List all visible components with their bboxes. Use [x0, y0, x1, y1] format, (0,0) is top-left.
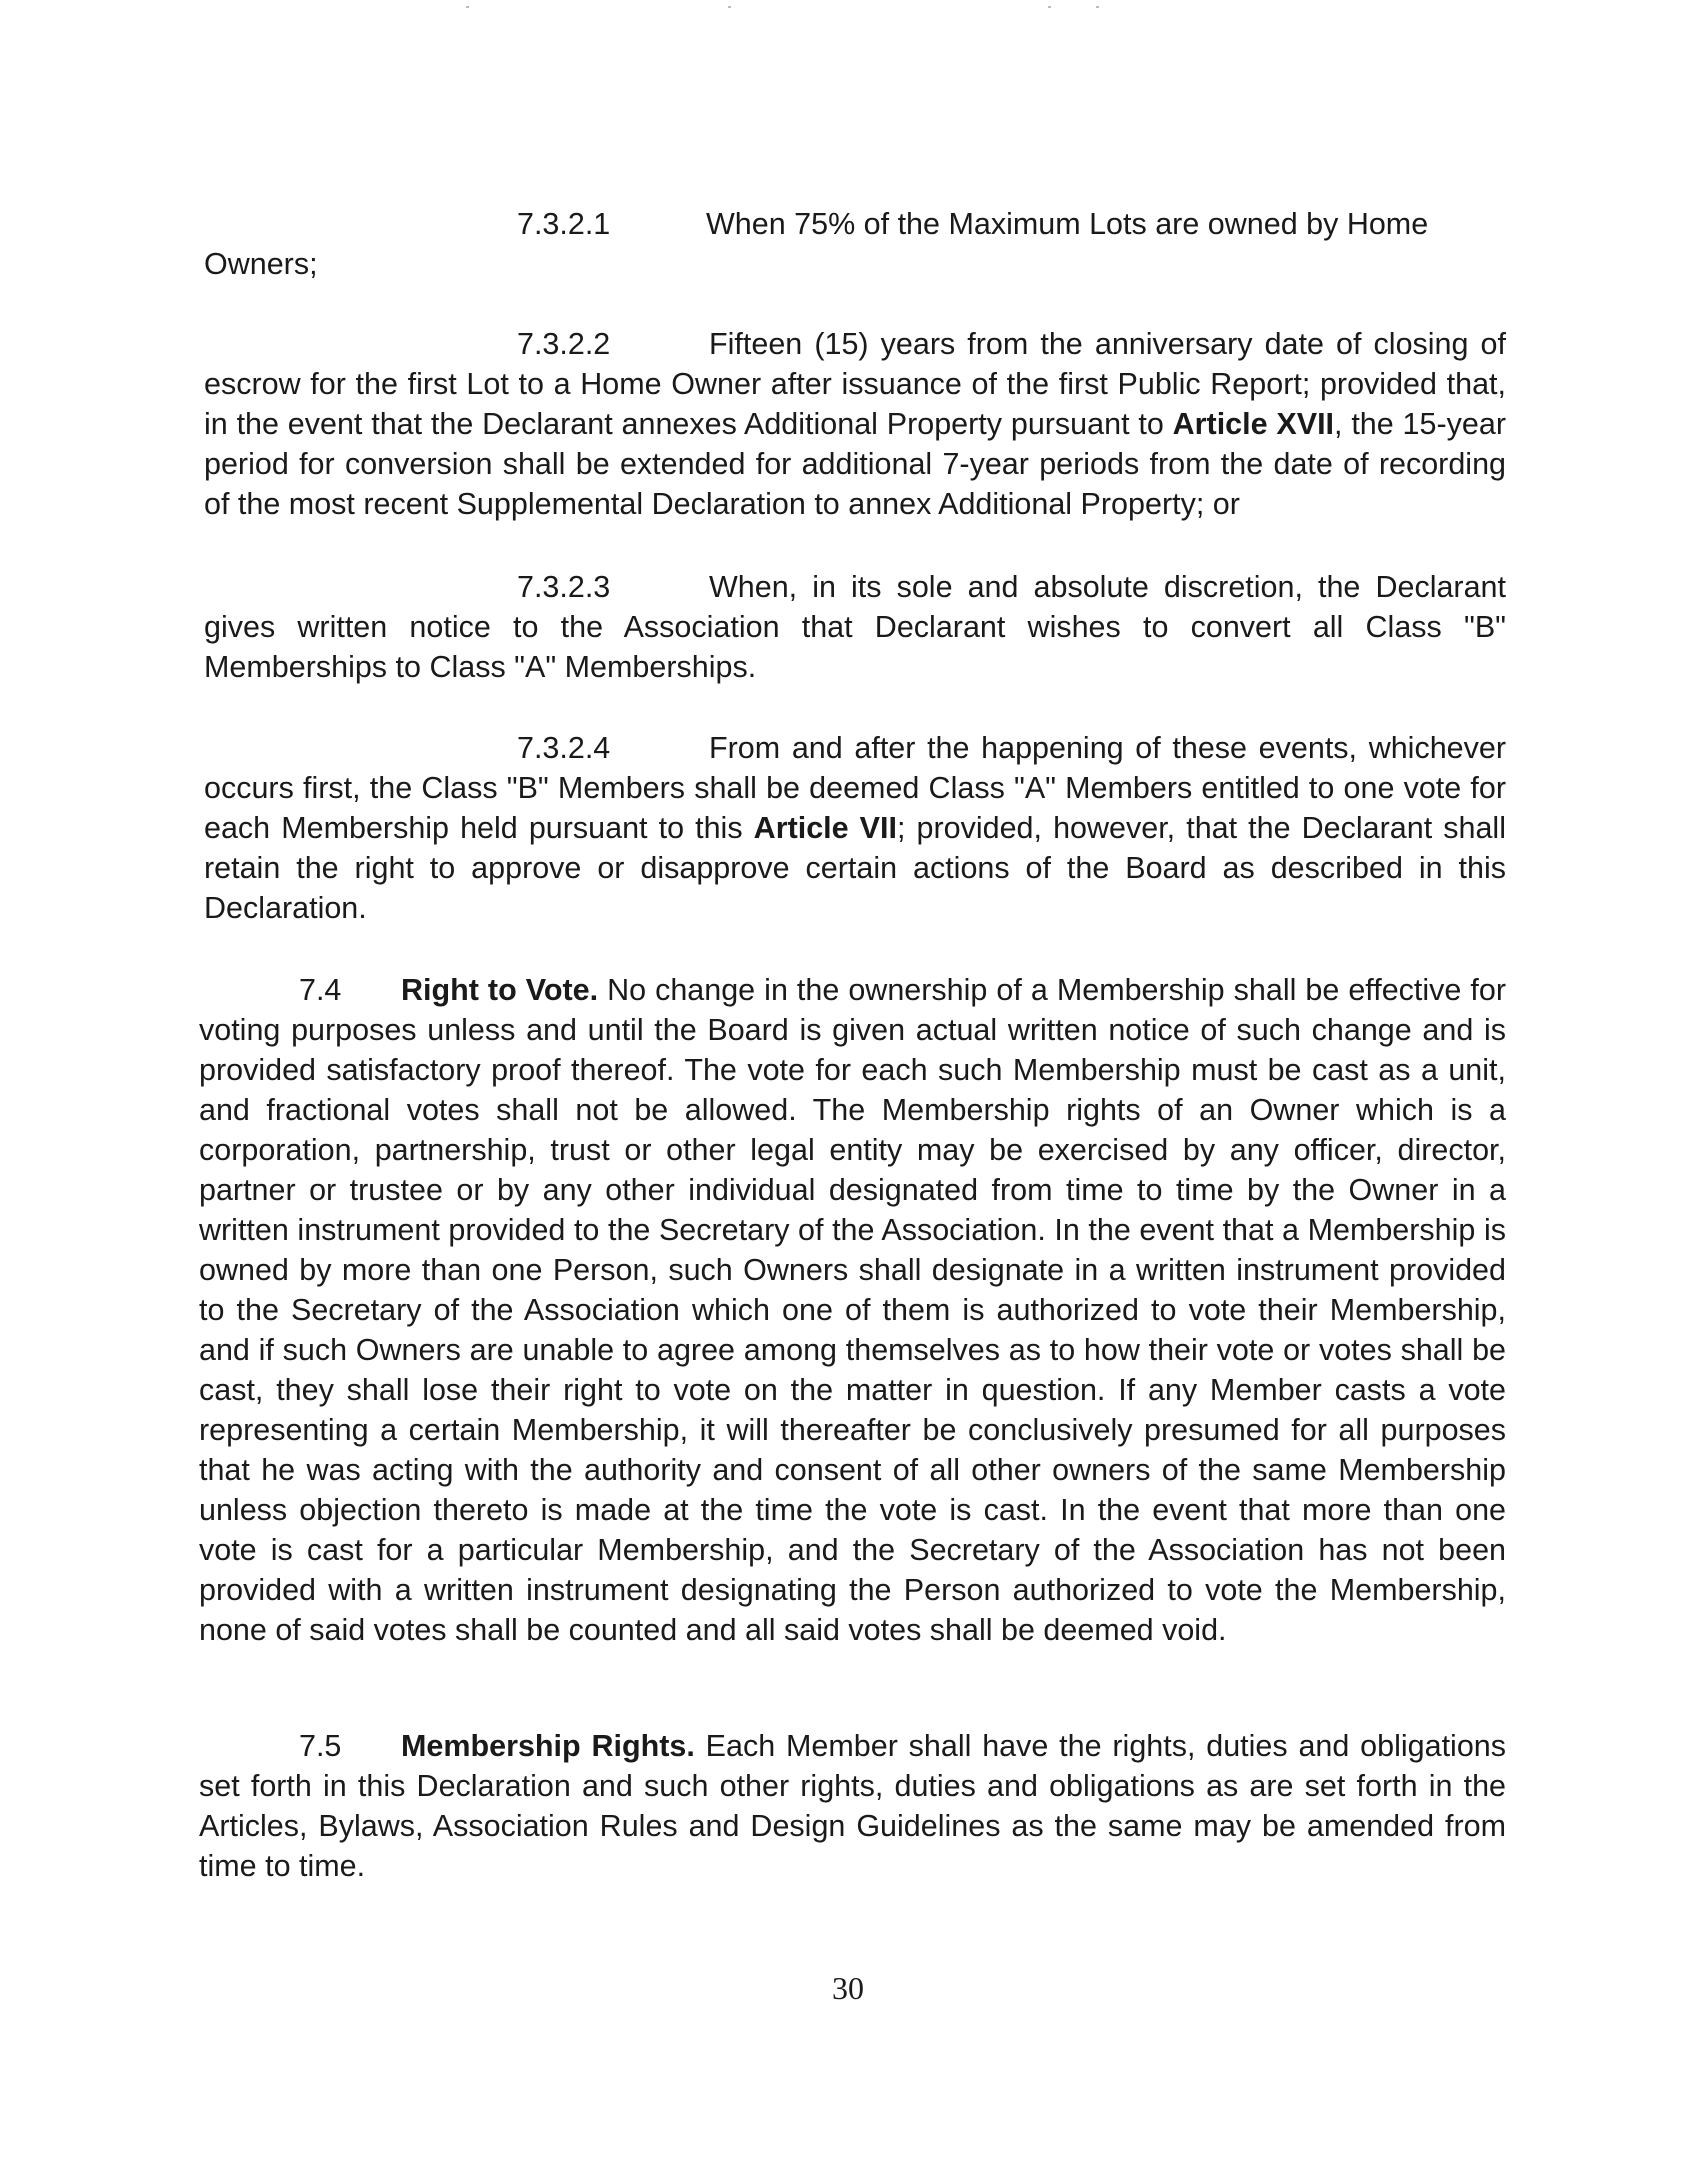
- clause-7321-continuation: Owners;: [204, 247, 318, 281]
- section-7-5-heading: Membership Rights.: [401, 1729, 695, 1763]
- page-number: 30: [832, 1970, 864, 2006]
- clause-7321-number: 7.3.2.1: [517, 207, 611, 241]
- clause-7321-text: When 75% of the Maximum Lots are owned by Home: [706, 207, 1429, 241]
- clause-7324-number: 7.3.2.4: [517, 731, 611, 765]
- article-reference: Article XVII: [1172, 407, 1335, 441]
- section-7-4: 7.4 Right to Vote. No change in the ownership of a Membership shall be effective for voting purposes unless and until the Board is given actual written notice of such change and is provided satisfactory proof thereof. The vote for each such Membership must be cast as a unit, and fractional votes shall not be allowed. The Membership rights of an Owner which is a corporation, partnership, trust or other legal entity may be exercised by any officer, director, partner or trustee or by any other individual designated from time to time by the Owner in a written instrument provided to the Secretary of the Association. In the event that a Membership is owned by more than one Person, such Owners shall designate in a written instrument provided to the Secretary of the Association which one of them is authorized to vote their Membership, and if such Owners are unable to agree among themselves as to how their vote or votes shall be cast, they shall lose their right to vote on the matter in question. If any Member casts a vote representing a certain Membership, it will thereafter be conclusively presumed for all purposes that he was acting with the authority and consent of all other owners of the same Membership unless objection thereto is made at the time the vote is cast. In the event that more than one vote is cast for a particular Membership, and the Secretary of the Association has not been provided with a written instrument designating the Person authorized to vote the Membership, none of said votes shall be counted and all said votes shall be deemed void.: [199, 970, 1506, 1650]
- clause-7323-number: 7.3.2.3: [517, 570, 611, 604]
- clause-7322-number: 7.3.2.2: [517, 327, 611, 361]
- section-7-5: 7.5 Membership Rights. Each Member shall have the rights, duties and obligations set forth in this Declaration and such other rights, duties and obligations as are set forth in the Articles, Bylaws, Association Rules and Design Guidelines as the same may be amended from time to time.: [199, 1726, 1506, 1886]
- section-7-4-number: 7.4: [299, 973, 342, 1007]
- clause-7323: 7.3.2.3 When, in its sole and absolute discretion, the Declarant gives written notice to the Association that Declarant wishes to convert all Class "B" Memberships to Class "A" Memberships.: [204, 567, 1506, 687]
- section-7-4-heading: Right to Vote.: [401, 973, 599, 1007]
- clause-7324: 7.3.2.4 From and after the happening of these events, whichever occurs first, the Class "B" Members shall be deemed Class "A" Members entitled to one vote for each Membership held pursuant to this Article VII; provided, however, that the Declarant shall retain the right to approve or disapprove certain actions of the Board as described in this Declaration.: [204, 728, 1506, 928]
- clause-7321-line: [517, 204, 610, 244]
- clause-7322: 7.3.2.2 Fifteen (15) years from the anniversary date of closing of escrow for the first Lot to a Home Owner after issuance of the first Public Report; provided that, in the event that the Declarant annexes Additional Property pursuant to Article XVII, the 15-year period for conversion shall be extended for additional 7-year periods from the date of recording of the most recent Supplemental Declaration to annex Additional Property; or: [204, 324, 1506, 524]
- section-7-5-number: 7.5: [299, 1729, 342, 1763]
- article-reference: Article VII: [753, 811, 897, 845]
- scan-artifacts: [0, 0, 1696, 20]
